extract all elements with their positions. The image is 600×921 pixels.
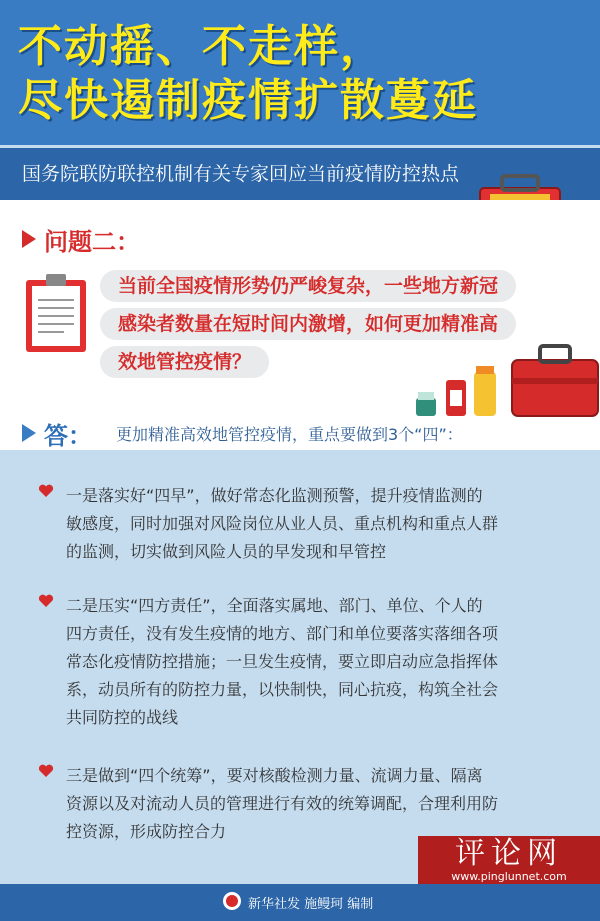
point-line: 敏感度，同时加强对风险岗位从业人员、重点机构和重点人群	[66, 514, 499, 533]
watermark-url: www.pinglunnet.com	[451, 870, 567, 883]
title-line-2: 尽快遏制疫情扩散蔓延	[18, 75, 478, 126]
header-banner	[0, 0, 600, 145]
point-2	[38, 592, 558, 732]
question-label	[22, 224, 140, 254]
point-line: 系，动员所有的防控力量，以快制快，同心抗疫，构筑全社会	[66, 680, 499, 699]
clipboard-icon	[24, 272, 88, 354]
heart-icon	[38, 594, 54, 608]
title-line-1: 不动摇、不走样，	[18, 21, 386, 72]
xinhua-logo-icon	[222, 891, 242, 911]
footer-bar	[0, 884, 600, 921]
answer-title: 答：	[44, 421, 92, 450]
answer-intro: 更加精准高效地管控疫情，重点要做到3个“四”：	[116, 424, 463, 444]
point-line: 控资源，形成防控合力	[66, 822, 227, 841]
triangle-marker-icon	[22, 230, 36, 248]
point-3	[38, 762, 558, 846]
heart-icon	[38, 484, 54, 498]
watermark-logo	[418, 836, 600, 884]
point-1	[38, 482, 558, 566]
footer-credit: 新华社发 施鳗珂 编制	[248, 897, 374, 912]
triangle-marker-icon	[22, 424, 36, 442]
question-title: 问题二：	[44, 227, 140, 256]
heart-icon	[38, 764, 54, 778]
point-line: 资源以及对流动人员的管理进行有效的统筹调配，合理利用防	[66, 794, 499, 813]
watermark-title: 评论网	[455, 836, 563, 871]
point-line: 常态化疫情防控措施；一旦发生疫情，要立即启动应急指挥体	[66, 652, 499, 671]
point-line: 三是做到“四个统筹”，要对核酸检测力量、流调力量、隔离	[66, 766, 483, 785]
question-line: 感染者数量在短时间内激增，如何更加精准高	[100, 308, 516, 340]
medicine-bottles-icon	[412, 342, 600, 420]
point-line: 的监测，切实做到风险人员的早发现和早管控	[66, 542, 387, 561]
point-line: 四方责任，没有发生疫情的地方、部门和单位要落实落细各项	[66, 624, 499, 643]
question-line: 效地管控疫情？	[100, 346, 269, 378]
answer-label	[22, 418, 463, 448]
point-line: 共同防控的战线	[66, 708, 179, 727]
point-line: 一是落实好“四早”，做好常态化监测预警，提升疫情监测的	[66, 486, 483, 505]
question-line: 当前全国疫情形势仍严峻复杂，一些地方新冠	[100, 270, 516, 302]
point-line: 二是压实“四方责任”，全面落实属地、部门、单位、个人的	[66, 596, 483, 615]
subtitle: 国务院联防联控机制有关专家回应当前疫情防控热点	[22, 163, 460, 185]
